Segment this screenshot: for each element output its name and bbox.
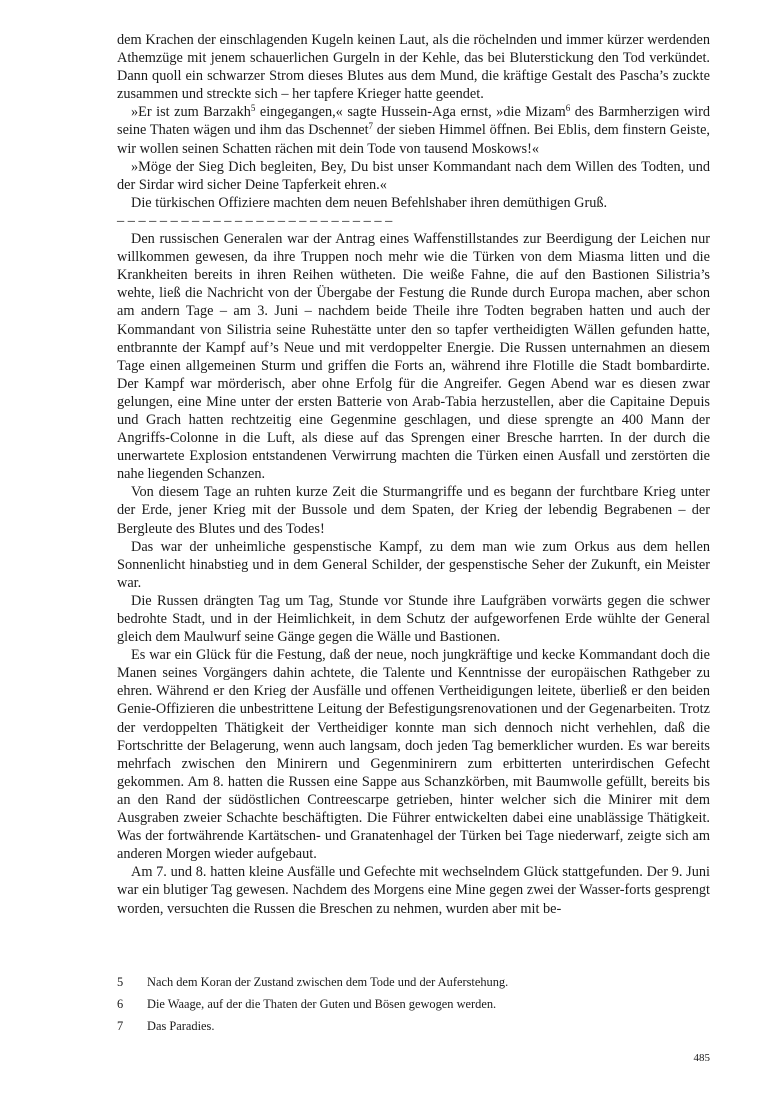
paragraph <box>117 592 710 646</box>
paragraph-text: Das war der unheimliche gespenstische Kampf, zu dem man wie zum Orkus aus dem hellen Sonnenlicht hinabstieg und in dem General Schilder, der gespenstische Seher der Zukunft, ein Meister war. <box>117 538 710 591</box>
page-number: 485 <box>693 1052 710 1064</box>
paragraph-text: Es war ein Glück für die Festung, daß der neue, noch jungkräftige und kecke Kommandant doch die Manen seines Vorgängers dahin achtete, die Talente und Kenntnisse der europäischen Rathgeber zu ehren. Während er den Krieg der Ausfälle und offenen Vertheidigungen leitete, überließ er den beiden Genie-Offizieren die unbestrittene Leitung der Befestigungsrenovationen und der Gegenarbeiten. Trotz der verdoppelten Thätigkeit der Vertheidiger konnte man sich dennoch nicht verhehlen, daß die Fortschritte der Belagerung, wenn auch langsam, doch jeden Tag bemerklicher wurden. Es war bereits mehrfach zwischen den Minirern und Gegenminirern zum erbitterten unterirdischen Gefecht gekommen. Am 8. hatten die Russen eine Sappe aus Schanzkörben, mit Baumwolle gefüllt, bereits bis an den Rand der südöstlichen Contreescarpe getrieben, hinter welcher sich die Minirer mit dem Ausgraben zweier Schachte beschäftigten. Die Führer entwickelten dabei eine unablässige Thätigkeit. Was der fortwährende Kartätschen- und Granatenhagel der Türken bei Tage niederwarf, zeigte sich am anderen Morgen wieder aufgebaut. <box>117 647 710 863</box>
paragraph <box>117 863 710 917</box>
paragraph-text: Den russischen Generalen war der Antrag eines Waffenstillstandes zur Beerdigung der Leichen nur willkommen gewesen, da ihre Truppen noch mehr wie die Türken von dem Miasma litten und die Krankheiten bereits in ihren Reihen wütheten. Die weiße Fahne, die auf den Bastionen Silistria’s wehte, ließ die Nachricht von der Übergabe der Festung die Runde durch Europa machen, aber schon am andern Tage – am 3. Juni – nachdem beide Theile ihre Todten begraben hatten und auch der Kommandant von Silistria seine Ruhestätte unter den so tapfer vertheidigten Wällen gefunden hatte, entbrannte der Kampf auf’s Neue und mit verdoppelter Energie. Die Russen unternahmen an diesem Tage einen allgemeinen Sturm und griffen die Forts an, während ihre Flotille die Stadt bombardirte. Der Kampf war mörderisch, aber ohne Erfolg für die Angreifer. Gegen Abend war es diesen zwar gelungen, eine Mine unter der ersten Batterie von Arab-Tabia herzustellen, aber die Capitaine Depuis und Grach hatten rechtzeitig eine Gegenmine geschlagen, und diese sprengte an 400 Mann der Angriffs-Colonne in die Luft, als diese auf das Sprengen einer Bresche harrten. In der durch die unerwartete Explosion entstandenen Verwirrung machten die Türken einen Ausfall und zerstörten die nahe liegenden Schanzen. <box>117 231 710 483</box>
footnote-text: Nach dem Koran der Zustand zwischen dem Tode und der Auferstehung. <box>147 975 509 989</box>
footnote-text: Das Paradies. <box>147 1019 215 1033</box>
paragraph-text: Am 7. und 8. hatten kleine Ausfälle und Gefechte mit wechselndem Glück stattgefunden. Der 9. Juni war ein blutiger Tag gewesen. Nachdem des Morgens eine Mine gegen zwei der Wasser-forts gesprengt worden, versuchten die Russen die Breschen zu nehmen, wurden aber mit be- <box>117 864 710 917</box>
footnote <box>117 971 710 993</box>
footnote-marker: 7 <box>368 121 374 132</box>
paragraph-text: »Er ist zum Barzakh <box>131 104 251 121</box>
paragraph <box>117 230 710 483</box>
footnote <box>117 993 710 1015</box>
paragraph <box>117 158 710 194</box>
footnote-number: 6 <box>117 997 124 1011</box>
paragraph-text: des Barmherzigen wird seine Thaten wägen und ihm das Dschennet <box>117 104 710 139</box>
footnote-number: 7 <box>117 1019 124 1033</box>
paragraph-text: eingegangen,« sagte Hussein-Aga ernst, »die Mizam <box>255 104 566 121</box>
footnote-marker: 5 <box>250 103 256 114</box>
paragraph <box>117 538 710 592</box>
paragraph <box>117 646 710 863</box>
paragraph-text: Von diesem Tage an ruhten kurze Zeit die Sturmangriffe und es begann der furchtbare Krieg unter der Erde, jener Krieg mit der Bussole und dem Spaten, der Krieg der lebendig Begrabenen – der Bergleute des Blutes und des Todes! <box>117 484 710 537</box>
footnote-text: Die Waage, auf der die Thaten der Guten und Bösen gewogen werden. <box>147 997 497 1011</box>
footnote-marker: 6 <box>565 103 571 114</box>
paragraph-text: Die türkischen Offiziere machten dem neuen Befehlshaber ihren demüthigen Gruß. <box>131 194 608 211</box>
paragraph-text: Die Russen drängten Tag um Tag, Stunde vor Stunde ihre Laufgräben vorwärts gegen die schwer bedrohte Stadt, und in der Heimlichkeit, in dem Schutz der aufgeworfenen Erde wühlte der General gleich dem Maulwurf seine Gänge gegen die Wälle und Bastionen. <box>117 592 710 646</box>
paragraph-text: dem Krachen der einschlagenden Kugeln keinen Laut, als die röchelnden und immer kürzer werdenden Athemzüge mit jenem schauerlichen Gurgeln in der Kehle, das bei Bluterstickung den Tod verkündet. Dann quoll ein schwarzer Strom dieses Blutes aus dem Mund, die kräftige Gestalt des Pascha’s zuckte zusammen und streckte sich – her tapfere Krieger hatte geendet. <box>117 32 710 103</box>
footnote-number: 5 <box>117 975 124 989</box>
paragraph-text: »Möge der Sieg Dich begleiten, Bey, Du bist unser Kommandant nach dem Willen des Todten, und der Sirdar wird sicher Deine Tapferkeit ehren.« <box>117 158 710 193</box>
section-separator: – – – – – – – – – – – – – – – – – – – – – – – – – – <box>117 212 393 229</box>
footnotes <box>117 971 710 1037</box>
paragraph-text: der sieben Himmel öffnen. Bei Eblis, dem finstern Geiste, wir wollen seinen Schatten rächen mit dein Tode von tausend Moskows!« <box>117 122 711 157</box>
footnote <box>117 1015 710 1037</box>
paragraph <box>117 31 710 103</box>
paragraph <box>117 483 710 537</box>
paragraph <box>117 194 710 212</box>
body-text <box>117 31 710 918</box>
paragraph <box>117 103 710 157</box>
